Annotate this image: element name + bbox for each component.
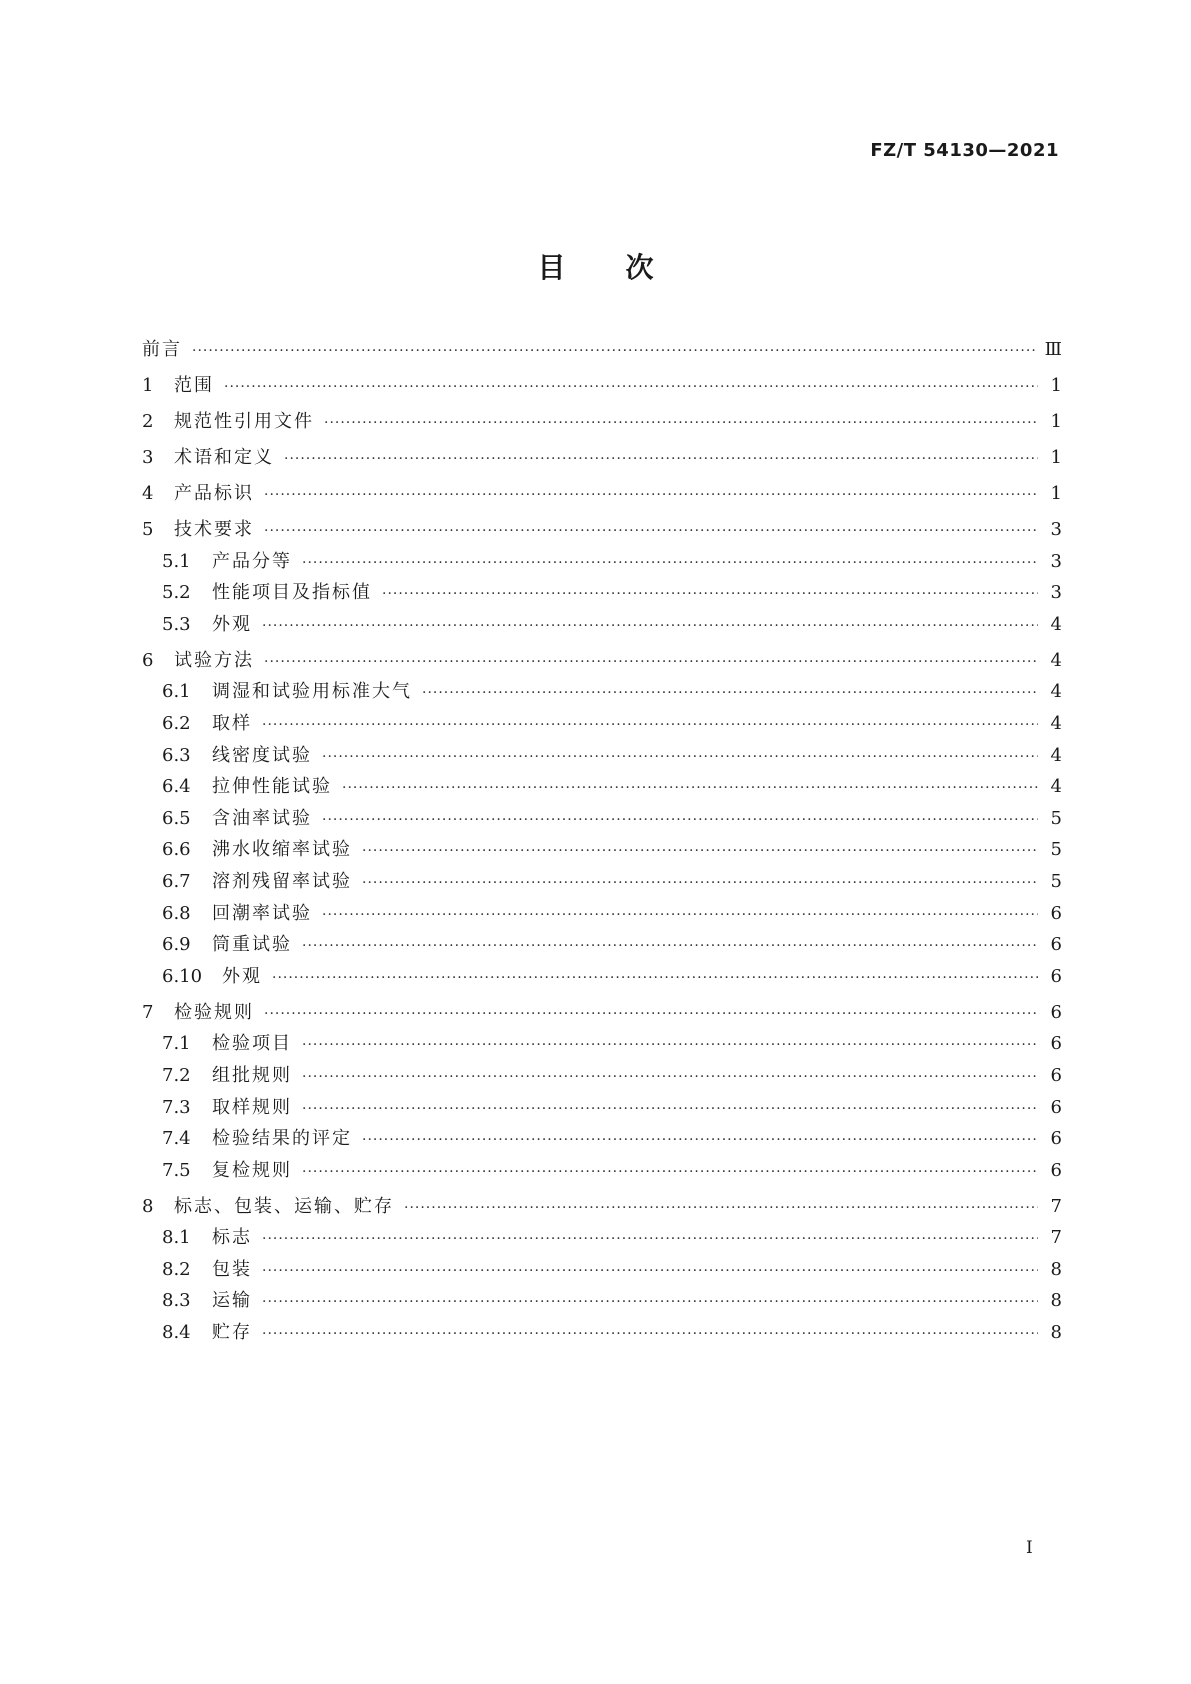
- toc-entry-page: 3: [1050, 582, 1062, 604]
- toc-entry-label: 含油率试验: [212, 807, 312, 829]
- toc-entry[interactable]: [142, 1321, 1062, 1345]
- toc-entry-page: 1: [1050, 483, 1062, 504]
- toc-entry-label: 性能项目及指标值: [212, 582, 372, 604]
- toc-entry-page: 6: [1050, 934, 1062, 956]
- toc-entry-number: 4: [142, 483, 154, 504]
- toc-entry-label: 包装: [212, 1258, 252, 1280]
- toc-entry-page: 6: [1050, 902, 1062, 924]
- toc-dot-leader: [264, 1002, 1038, 1026]
- toc-dot-leader: [264, 483, 1038, 507]
- toc-entry-page: 8: [1050, 1258, 1062, 1280]
- toc-dot-leader: [262, 614, 1038, 638]
- toc-dot-leader: [362, 839, 1038, 863]
- toc-entry-number: 6: [142, 649, 154, 671]
- toc-entry-page: 4: [1050, 744, 1062, 766]
- toc-dot-leader: [422, 681, 1038, 705]
- toc-entry[interactable]: [142, 870, 1062, 894]
- toc-entry-label: 贮存: [212, 1322, 252, 1344]
- toc-dot-leader: [302, 551, 1038, 575]
- toc-entry-number: 6.3: [162, 744, 191, 766]
- toc-entry-number: 2: [142, 411, 154, 432]
- toc-entry-page: 3: [1050, 550, 1062, 572]
- page-number: I: [1026, 1538, 1033, 1558]
- toc-entry-page: 5: [1050, 870, 1062, 892]
- toc-entry[interactable]: [142, 613, 1062, 637]
- toc-entry-page: 6: [1050, 1064, 1062, 1086]
- toc-entry[interactable]: [142, 338, 1062, 362]
- toc-entry-label: 复检规则: [212, 1159, 292, 1181]
- toc-entry-number: 7.4: [162, 1128, 191, 1150]
- page-title: 目次: [537, 251, 714, 284]
- toc-entry-number: 8: [142, 1195, 154, 1217]
- toc-dot-leader: [322, 745, 1038, 769]
- toc-entry[interactable]: [142, 744, 1062, 768]
- toc-entry-label: 范围: [174, 375, 214, 396]
- toc-entry-number: 6.8: [162, 902, 191, 924]
- toc-dot-leader: [262, 713, 1038, 737]
- toc-entry-label: 线密度试验: [212, 744, 312, 766]
- toc-entry-label: 标志: [212, 1227, 252, 1249]
- toc-entry-number: 6.4: [162, 776, 191, 798]
- toc-entry-page: 8: [1050, 1290, 1062, 1312]
- toc-dot-leader: [382, 582, 1038, 606]
- toc-entry-number: 6.6: [162, 839, 191, 861]
- toc-entry-label: 前言: [142, 339, 182, 360]
- toc-entry[interactable]: [142, 807, 1062, 831]
- toc-entry-page: 6: [1050, 1033, 1062, 1055]
- toc-entry-page: 4: [1050, 681, 1062, 703]
- toc-entry-label: 筒重试验: [212, 934, 292, 956]
- toc-entry[interactable]: [142, 838, 1062, 862]
- table-of-contents: [142, 338, 1062, 1345]
- toc-dot-leader: [404, 1196, 1038, 1220]
- toc-dot-leader: [262, 1322, 1038, 1346]
- toc-entry-page: 6: [1050, 1096, 1062, 1118]
- toc-entry-label: 回潮率试验: [212, 902, 312, 924]
- toc-entry-page: 6: [1050, 965, 1062, 987]
- toc-entry-label: 检验项目: [212, 1033, 292, 1055]
- toc-entry[interactable]: [142, 775, 1062, 799]
- toc-entry-page: Ⅲ: [1044, 339, 1062, 360]
- toc-entry[interactable]: [142, 1195, 1062, 1219]
- toc-entry-page: 4: [1050, 712, 1062, 734]
- toc-entry[interactable]: [142, 712, 1062, 736]
- toc-dot-leader: [284, 447, 1038, 471]
- toc-entry[interactable]: [142, 933, 1062, 957]
- toc-entry[interactable]: [142, 550, 1062, 574]
- toc-entry-page: 3: [1050, 519, 1062, 540]
- toc-entry[interactable]: [142, 1289, 1062, 1313]
- toc-entry[interactable]: [142, 446, 1062, 470]
- toc-dot-leader: [362, 1128, 1038, 1152]
- toc-entry[interactable]: [142, 1159, 1062, 1183]
- toc-dot-leader: [192, 339, 1035, 363]
- toc-dot-leader: [302, 934, 1038, 958]
- toc-entry-label: 检验规则: [174, 1001, 254, 1023]
- toc-entry-number: 8.4: [162, 1322, 191, 1344]
- toc-entry-number: 7.1: [162, 1033, 191, 1055]
- toc-entry-label: 组批规则: [212, 1064, 292, 1086]
- toc-entry-label: 标志、包装、运输、贮存: [174, 1195, 394, 1217]
- toc-dot-leader: [302, 1160, 1038, 1184]
- toc-entry-label: 术语和定义: [174, 447, 274, 468]
- toc-entry-number: 5: [142, 519, 154, 540]
- toc-entry[interactable]: [142, 1001, 1062, 1025]
- toc-entry-number: 5.1: [162, 550, 191, 572]
- toc-entry-page: 4: [1050, 613, 1062, 635]
- toc-entry-number: 8.3: [162, 1290, 191, 1312]
- toc-dot-leader: [302, 1065, 1038, 1089]
- toc-entry-label: 产品分等: [212, 550, 292, 572]
- toc-entry[interactable]: [142, 518, 1062, 542]
- toc-entry[interactable]: [142, 1032, 1062, 1056]
- toc-entry-label: 取样规则: [212, 1096, 292, 1118]
- toc-entry-page: 6: [1050, 1001, 1062, 1023]
- toc-dot-leader: [224, 375, 1038, 399]
- toc-entry-label: 沸水收缩率试验: [212, 839, 352, 861]
- toc-entry-label: 运输: [212, 1290, 252, 1312]
- toc-entry-label: 技术要求: [174, 519, 254, 540]
- toc-entry-label: 试验方法: [174, 649, 254, 671]
- toc-dot-leader: [324, 411, 1038, 435]
- toc-entry-label: 外观: [222, 965, 262, 987]
- toc-entry-number: 7.2: [162, 1064, 191, 1086]
- toc-entry-label: 调湿和试验用标准大气: [212, 681, 412, 703]
- toc-dot-leader: [262, 1290, 1038, 1314]
- toc-entry[interactable]: [142, 965, 1062, 989]
- toc-dot-leader: [264, 519, 1038, 543]
- toc-entry-number: 5.3: [162, 613, 191, 635]
- toc-entry[interactable]: [142, 1226, 1062, 1250]
- toc-entry-page: 5: [1050, 807, 1062, 829]
- toc-entry-page: 6: [1050, 1159, 1062, 1181]
- toc-dot-leader: [262, 1259, 1038, 1283]
- toc-entry-label: 检验结果的评定: [212, 1128, 352, 1150]
- toc-dot-leader: [264, 650, 1038, 674]
- toc-entry-number: 7.5: [162, 1159, 191, 1181]
- toc-dot-leader: [362, 871, 1038, 895]
- toc-entry-page: 6: [1050, 1128, 1062, 1150]
- toc-entry[interactable]: [142, 649, 1062, 673]
- toc-entry[interactable]: [142, 1096, 1062, 1120]
- toc-entry[interactable]: [142, 1064, 1062, 1088]
- toc-dot-leader: [302, 1097, 1038, 1121]
- toc-entry[interactable]: [142, 680, 1062, 704]
- toc-entry-label: 取样: [212, 712, 252, 734]
- toc-entry-number: 6.10: [162, 965, 203, 987]
- toc-entry-number: 6.7: [162, 870, 191, 892]
- toc-entry-page: 1: [1050, 375, 1062, 396]
- toc-entry-label: 产品标识: [174, 483, 254, 504]
- toc-entry-number: 1: [142, 375, 154, 396]
- toc-entry-number: 6.1: [162, 681, 191, 703]
- toc-dot-leader: [302, 1033, 1038, 1057]
- toc-entry-label: 拉伸性能试验: [212, 776, 332, 798]
- toc-dot-leader: [322, 903, 1038, 927]
- toc-entry-label: 规范性引用文件: [174, 411, 314, 432]
- toc-entry-number: 6.5: [162, 807, 191, 829]
- toc-entry-label: 外观: [212, 613, 252, 635]
- toc-dot-leader: [272, 966, 1038, 990]
- toc-entry-page: 4: [1050, 776, 1062, 798]
- toc-entry-number: 6.2: [162, 712, 191, 734]
- toc-entry-page: 7: [1050, 1195, 1062, 1217]
- toc-entry-page: 7: [1050, 1227, 1062, 1249]
- toc-entry-number: 7: [142, 1001, 154, 1023]
- toc-entry-number: 6.9: [162, 934, 191, 956]
- toc-entry[interactable]: [142, 410, 1062, 434]
- toc-entry[interactable]: [142, 581, 1062, 605]
- standard-code: FZ/T 54130—2021: [870, 140, 1059, 161]
- toc-entry-number: 5.2: [162, 582, 191, 604]
- toc-dot-leader: [322, 808, 1038, 832]
- toc-entry[interactable]: [142, 374, 1062, 398]
- toc-entry-number: 8.1: [162, 1227, 191, 1249]
- toc-entry[interactable]: [142, 482, 1062, 506]
- toc-entry-page: 1: [1050, 447, 1062, 468]
- toc-entry-page: 8: [1050, 1322, 1062, 1344]
- toc-entry-label: 溶剂残留率试验: [212, 870, 352, 892]
- toc-entry-page: 5: [1050, 839, 1062, 861]
- toc-entry[interactable]: [142, 1258, 1062, 1282]
- toc-entry-page: 1: [1050, 411, 1062, 432]
- toc-entry-number: 8.2: [162, 1258, 191, 1280]
- toc-dot-leader: [262, 1227, 1038, 1251]
- toc-entry[interactable]: [142, 1127, 1062, 1151]
- toc-entry-number: 3: [142, 447, 154, 468]
- toc-entry[interactable]: [142, 902, 1062, 926]
- toc-entry-page: 4: [1050, 649, 1062, 671]
- toc-entry-number: 7.3: [162, 1096, 191, 1118]
- toc-dot-leader: [342, 776, 1038, 800]
